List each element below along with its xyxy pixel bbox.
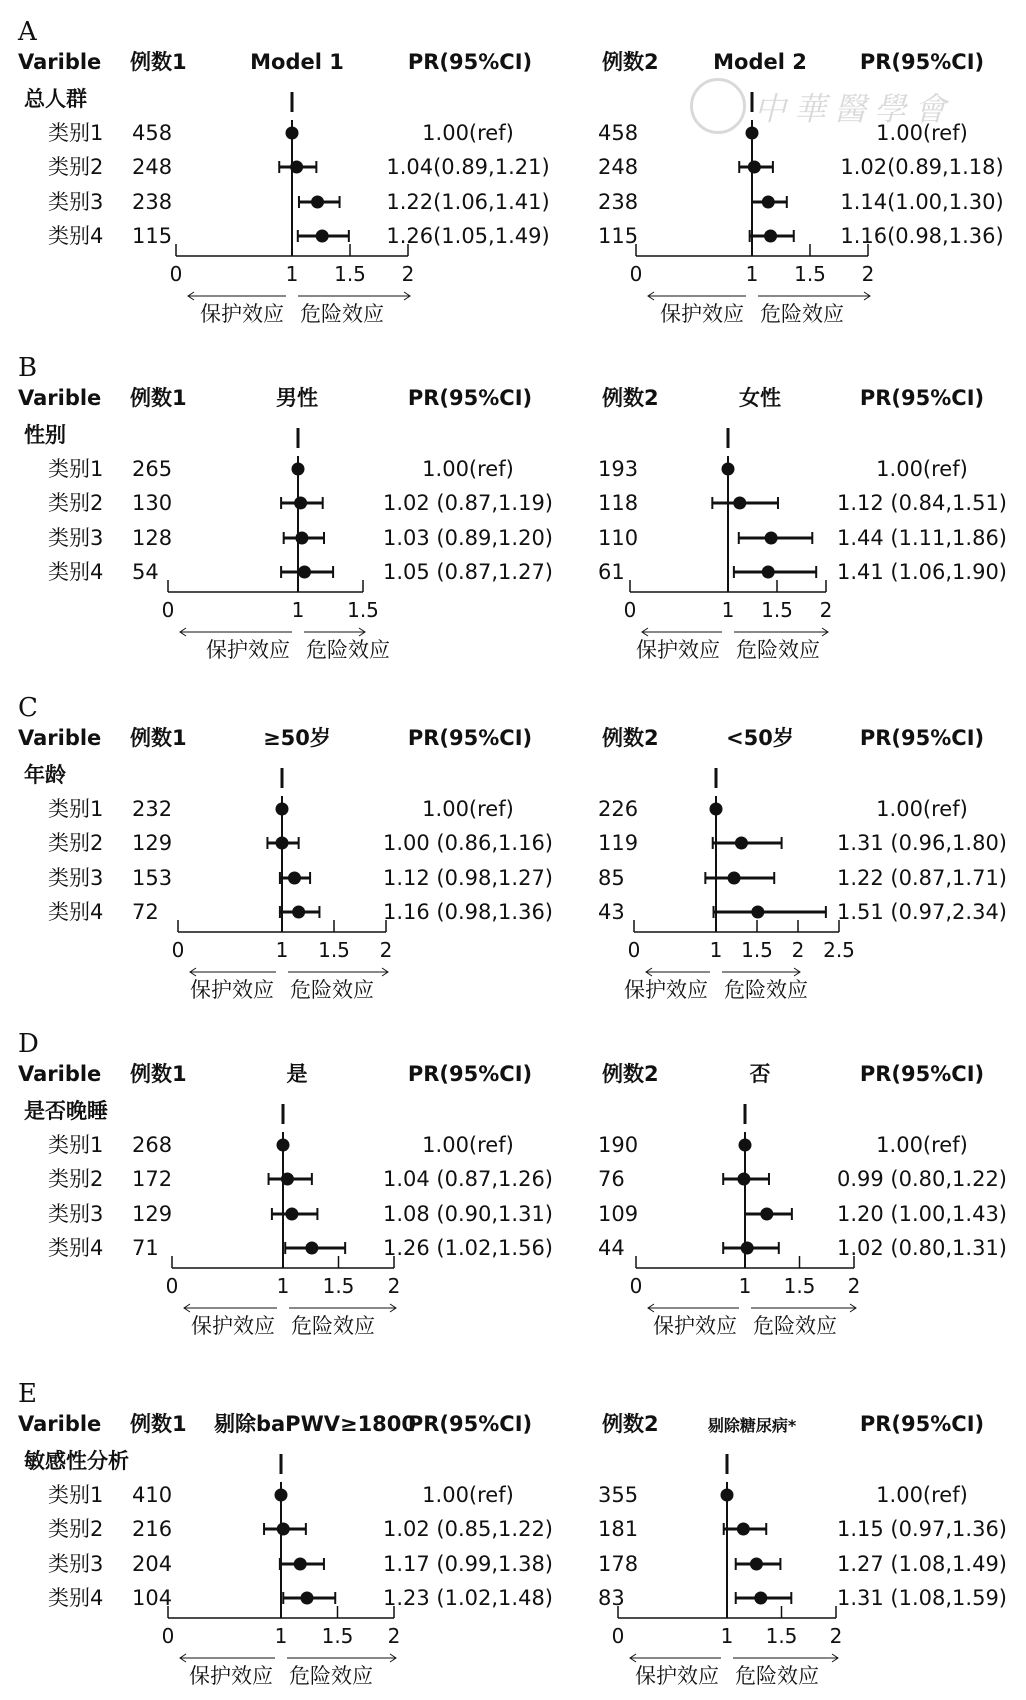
x-tick-label: 1.5 [761, 598, 793, 622]
row-pr-text: 1.12 (0.84,1.51) [836, 491, 1008, 515]
x-tick-label: 1 [274, 1624, 288, 1648]
count-header: 例数1 [130, 726, 187, 750]
row-count: 268 [132, 1133, 173, 1157]
x-tick-label: 2 [791, 938, 805, 962]
row-count: 410 [132, 1483, 173, 1507]
header-varible: Varible [18, 1412, 102, 1436]
point-estimate [305, 1242, 318, 1255]
x-tick-label: 0 [161, 1624, 175, 1648]
row-pr-text: 1.26 (1.02,1.56) [382, 1236, 554, 1260]
point-estimate [733, 497, 746, 510]
group-label: 总人群 [24, 87, 87, 111]
row-label: 类别2 [48, 1517, 104, 1541]
panel-letter: A [18, 17, 37, 47]
count-header: 例数1 [130, 50, 187, 74]
row-count: 128 [132, 526, 173, 550]
row-pr-text: 1.20 (1.00,1.43) [836, 1202, 1008, 1226]
row-count: 193 [598, 457, 639, 481]
row-count: 153 [132, 866, 173, 890]
row-pr-text: 1.00(ref) [876, 457, 968, 481]
row-count: 216 [132, 1517, 173, 1541]
row-label: 类别4 [48, 900, 104, 924]
count-header: 例数1 [130, 386, 187, 410]
row-label: 类别1 [48, 1133, 104, 1157]
x-tick-label: 1.5 [321, 1624, 354, 1648]
row-count: 44 [598, 1236, 625, 1260]
pr-header: PR(95%CI) [407, 386, 533, 410]
row-count: 226 [598, 797, 639, 821]
x-tick-label: 1.5 [794, 262, 826, 286]
row-count: 54 [132, 560, 159, 584]
point-estimate [285, 1208, 298, 1221]
model-header: 剔除baPWV≥1800 [213, 1412, 417, 1436]
row-pr-text: 1.04 (0.87,1.26) [382, 1167, 554, 1191]
point-estimate [292, 906, 305, 919]
group-label: 性别 [24, 423, 66, 447]
row-count: 181 [598, 1517, 639, 1541]
row-count: 61 [598, 560, 625, 584]
model-header: 剔除糖尿病* [707, 1416, 797, 1435]
row-label: 类别4 [48, 1236, 104, 1260]
x-tick-label: 0 [611, 1624, 625, 1648]
point-estimate [737, 1173, 750, 1186]
row-count: 232 [132, 797, 173, 821]
axis-right-label: 危险效应 [306, 638, 390, 662]
panel-letter: B [18, 353, 38, 383]
row-count: 129 [132, 1202, 173, 1226]
row-label: 类别2 [48, 831, 104, 855]
row-pr-text: 1.00(ref) [876, 1483, 968, 1507]
row-label: 类别1 [48, 457, 104, 481]
x-tick-label: 0 [169, 262, 183, 286]
row-pr-text: 1.00 (0.86,1.16) [382, 831, 554, 855]
axis-left-label: 保护效应 [200, 302, 284, 326]
pr-header: PR(95%CI) [859, 726, 985, 750]
axis-left-label: 保护效应 [189, 1664, 273, 1688]
x-tick-label: 0 [627, 938, 641, 962]
x-tick-label: 2 [819, 598, 833, 622]
pr-header: PR(95%CI) [859, 50, 985, 74]
panel-letter: E [18, 1379, 37, 1409]
row-pr-text: 1.16 (0.98,1.36) [382, 900, 554, 924]
axis-left-label: 保护效应 [653, 1314, 737, 1338]
row-pr-text: 1.16(0.98,1.36) [840, 224, 1004, 248]
point-estimate [765, 532, 778, 545]
x-tick-label: 0 [623, 598, 637, 622]
point-estimate [728, 872, 741, 885]
row-pr-text: 1.31 (0.96,1.80) [836, 831, 1008, 855]
model-header: 男性 [276, 386, 318, 410]
x-tick-label: 1.5 [741, 938, 773, 962]
row-pr-text: 1.02(0.89,1.18) [840, 155, 1004, 179]
row-count: 71 [132, 1236, 159, 1260]
model-header: Model 1 [250, 50, 344, 74]
pr-header: PR(95%CI) [407, 1062, 533, 1086]
count-header: 例数1 [130, 1062, 187, 1086]
pr-header: PR(95%CI) [859, 386, 985, 410]
x-tick-label: 1 [291, 598, 305, 622]
row-pr-text: 1.08 (0.90,1.31) [382, 1202, 554, 1226]
group-label: 敏感性分析 [24, 1449, 129, 1473]
row-pr-text: 1.22 (0.87,1.71) [836, 866, 1008, 890]
row-pr-text: 1.04(0.89,1.21) [386, 155, 550, 179]
x-tick-label: 1.5 [334, 262, 366, 286]
row-count: 85 [598, 866, 625, 890]
axis-right-label: 危险效应 [760, 302, 844, 326]
x-tick-label: 1 [721, 598, 735, 622]
point-estimate [750, 1558, 763, 1571]
x-tick-label: 1 [275, 938, 289, 962]
row-pr-text: 1.12 (0.98,1.27) [382, 866, 554, 890]
row-label: 类别3 [48, 190, 104, 214]
row-count: 83 [598, 1586, 625, 1610]
row-count: 248 [598, 155, 639, 179]
x-tick-label: 2 [847, 1274, 861, 1298]
row-pr-text: 1.00(ref) [876, 797, 968, 821]
x-tick-label: 1 [720, 1624, 734, 1648]
row-label: 类别4 [48, 1586, 104, 1610]
axis-right-label: 危险效应 [300, 302, 384, 326]
count-header: 例数1 [130, 1412, 187, 1436]
row-pr-text: 1.00(ref) [422, 1133, 514, 1157]
point-estimate [300, 1592, 313, 1605]
row-label: 类别3 [48, 1202, 104, 1226]
header-varible: Varible [18, 50, 102, 74]
model-header: 是 [286, 1062, 308, 1086]
row-pr-text: 1.03 (0.89,1.20) [382, 526, 554, 550]
row-label: 类别4 [48, 224, 104, 248]
x-tick-label: 1.5 [783, 1274, 816, 1298]
row-pr-text: 1.41 (1.06,1.90) [836, 560, 1008, 584]
model-header: 女性 [739, 386, 781, 410]
pr-header: PR(95%CI) [407, 1412, 533, 1436]
x-tick-label: 0 [629, 1274, 643, 1298]
model-header: Model 2 [713, 50, 807, 74]
row-count: 118 [598, 491, 639, 515]
axis-right-label: 危险效应 [753, 1314, 837, 1338]
x-tick-label: 2 [387, 1624, 401, 1648]
row-pr-text: 1.27 (1.08,1.49) [836, 1552, 1008, 1576]
axis-right-label: 危险效应 [290, 978, 374, 1002]
x-tick-label: 1 [738, 1274, 752, 1298]
row-count: 72 [132, 900, 159, 924]
x-tick-label: 0 [629, 262, 643, 286]
header-varible: Varible [18, 386, 102, 410]
pr-header: PR(95%CI) [859, 1412, 985, 1436]
point-estimate [735, 837, 748, 850]
model-header: <50岁 [726, 726, 794, 750]
row-count: 355 [598, 1483, 639, 1507]
point-estimate [737, 1523, 750, 1536]
x-tick-label: 2 [861, 262, 875, 286]
row-label: 类别4 [48, 560, 104, 584]
row-count: 43 [598, 900, 625, 924]
x-tick-label: 2 [379, 938, 393, 962]
point-estimate [748, 161, 761, 174]
header-varible: Varible [18, 1062, 102, 1086]
point-estimate [316, 230, 329, 243]
x-tick-label: 1.5 [318, 938, 350, 962]
row-pr-text: 1.17 (0.99,1.38) [382, 1552, 554, 1576]
point-estimate [762, 566, 775, 579]
x-tick-label: 0 [161, 598, 175, 622]
row-pr-text: 1.23 (1.02,1.48) [382, 1586, 554, 1610]
row-pr-text: 1.26(1.05,1.49) [386, 224, 550, 248]
row-pr-text: 1.00(ref) [876, 1133, 968, 1157]
axis-left-label: 保护效应 [190, 978, 274, 1002]
row-count: 265 [132, 457, 173, 481]
row-pr-text: 1.00(ref) [422, 457, 514, 481]
row-pr-text: 1.22(1.06,1.41) [386, 190, 550, 214]
pr-header: PR(95%CI) [407, 50, 533, 74]
point-estimate [760, 1208, 773, 1221]
point-estimate [294, 497, 307, 510]
count-header: 例数2 [602, 386, 659, 410]
x-tick-label: 1 [709, 938, 723, 962]
point-estimate [311, 196, 324, 209]
row-count: 204 [132, 1552, 173, 1576]
row-count: 458 [132, 121, 173, 145]
row-count: 458 [598, 121, 639, 145]
row-label: 类别1 [48, 797, 104, 821]
row-count: 172 [132, 1167, 173, 1191]
row-count: 190 [598, 1133, 639, 1157]
row-pr-text: 1.00(ref) [876, 121, 968, 145]
axis-left-label: 保护效应 [206, 638, 290, 662]
row-count: 115 [132, 224, 173, 248]
row-label: 类别2 [48, 491, 104, 515]
row-count: 238 [132, 190, 173, 214]
x-tick-label: 2.5 [823, 938, 855, 962]
row-label: 类别3 [48, 866, 104, 890]
row-label: 类别3 [48, 526, 104, 550]
point-estimate [298, 566, 311, 579]
model-header: ≥50岁 [263, 726, 331, 750]
x-tick-label: 1.5 [322, 1274, 355, 1298]
row-count: 248 [132, 155, 173, 179]
pr-header: PR(95%CI) [407, 726, 533, 750]
panel-letter: D [18, 1029, 39, 1059]
row-pr-text: 1.02 (0.80,1.31) [836, 1236, 1008, 1260]
row-pr-text: 1.51 (0.97,2.34) [836, 900, 1008, 924]
row-count: 76 [598, 1167, 625, 1191]
x-tick-label: 1 [745, 262, 759, 286]
x-tick-label: 2 [401, 262, 415, 286]
x-tick-label: 0 [171, 938, 185, 962]
row-label: 类别1 [48, 121, 104, 145]
count-header: 例数2 [602, 726, 659, 750]
row-pr-text: 1.00(ref) [422, 1483, 514, 1507]
axis-left-label: 保护效应 [191, 1314, 275, 1338]
axis-right-label: 危险效应 [736, 638, 820, 662]
row-pr-text: 1.05 (0.87,1.27) [382, 560, 554, 584]
axis-right-label: 危险效应 [289, 1664, 373, 1688]
count-header: 例数2 [602, 1412, 659, 1436]
x-tick-label: 1.5 [347, 598, 379, 622]
count-header: 例数2 [602, 1062, 659, 1086]
row-label: 类别2 [48, 1167, 104, 1191]
point-estimate [762, 196, 775, 209]
group-label: 是否晚睡 [24, 1099, 108, 1123]
x-tick-label: 2 [829, 1624, 843, 1648]
panel-letter: C [18, 693, 38, 723]
x-tick-label: 1 [276, 1274, 290, 1298]
axis-left-label: 保护效应 [635, 1664, 719, 1688]
axis-left-label: 保护效应 [636, 638, 720, 662]
row-count: 104 [132, 1586, 173, 1610]
header-varible: Varible [18, 726, 102, 750]
row-pr-text: 1.00(ref) [422, 797, 514, 821]
axis-left-label: 保护效应 [624, 978, 708, 1002]
x-tick-label: 0 [165, 1274, 179, 1298]
row-pr-text: 0.99 (0.80,1.22) [836, 1167, 1008, 1191]
row-pr-text: 1.14(1.00,1.30) [840, 190, 1004, 214]
point-estimate [288, 872, 301, 885]
row-count: 129 [132, 831, 173, 855]
row-pr-text: 1.02 (0.85,1.22) [382, 1517, 554, 1541]
row-count: 115 [598, 224, 639, 248]
point-estimate [277, 1523, 290, 1536]
row-count: 238 [598, 190, 639, 214]
pr-header: PR(95%CI) [859, 1062, 985, 1086]
row-pr-text: 1.15 (0.97,1.36) [836, 1517, 1008, 1541]
row-count: 178 [598, 1552, 639, 1576]
point-estimate [741, 1242, 754, 1255]
x-tick-label: 1.5 [765, 1624, 798, 1648]
axis-right-label: 危险效应 [735, 1664, 819, 1688]
point-estimate [751, 906, 764, 919]
x-tick-label: 1 [285, 262, 299, 286]
count-header: 例数2 [602, 50, 659, 74]
row-pr-text: 1.02 (0.87,1.19) [382, 491, 554, 515]
group-label: 年龄 [24, 763, 66, 787]
point-estimate [294, 1558, 307, 1571]
axis-right-label: 危险效应 [724, 978, 808, 1002]
row-label: 类别1 [48, 1483, 104, 1507]
axis-left-label: 保护效应 [660, 302, 744, 326]
point-estimate [764, 230, 777, 243]
row-pr-text: 1.31 (1.08,1.59) [836, 1586, 1008, 1610]
x-tick-label: 2 [387, 1274, 401, 1298]
row-label: 类别3 [48, 1552, 104, 1576]
row-count: 130 [132, 491, 173, 515]
row-label: 类别2 [48, 155, 104, 179]
row-count: 110 [598, 526, 639, 550]
row-count: 119 [598, 831, 639, 855]
watermark-text: 中華醫學會 [754, 90, 955, 128]
row-pr-text: 1.44 (1.11,1.86) [836, 526, 1008, 550]
point-estimate [754, 1592, 767, 1605]
axis-right-label: 危险效应 [291, 1314, 375, 1338]
row-count: 109 [598, 1202, 639, 1226]
model-header: 否 [749, 1062, 771, 1086]
row-pr-text: 1.00(ref) [422, 121, 514, 145]
